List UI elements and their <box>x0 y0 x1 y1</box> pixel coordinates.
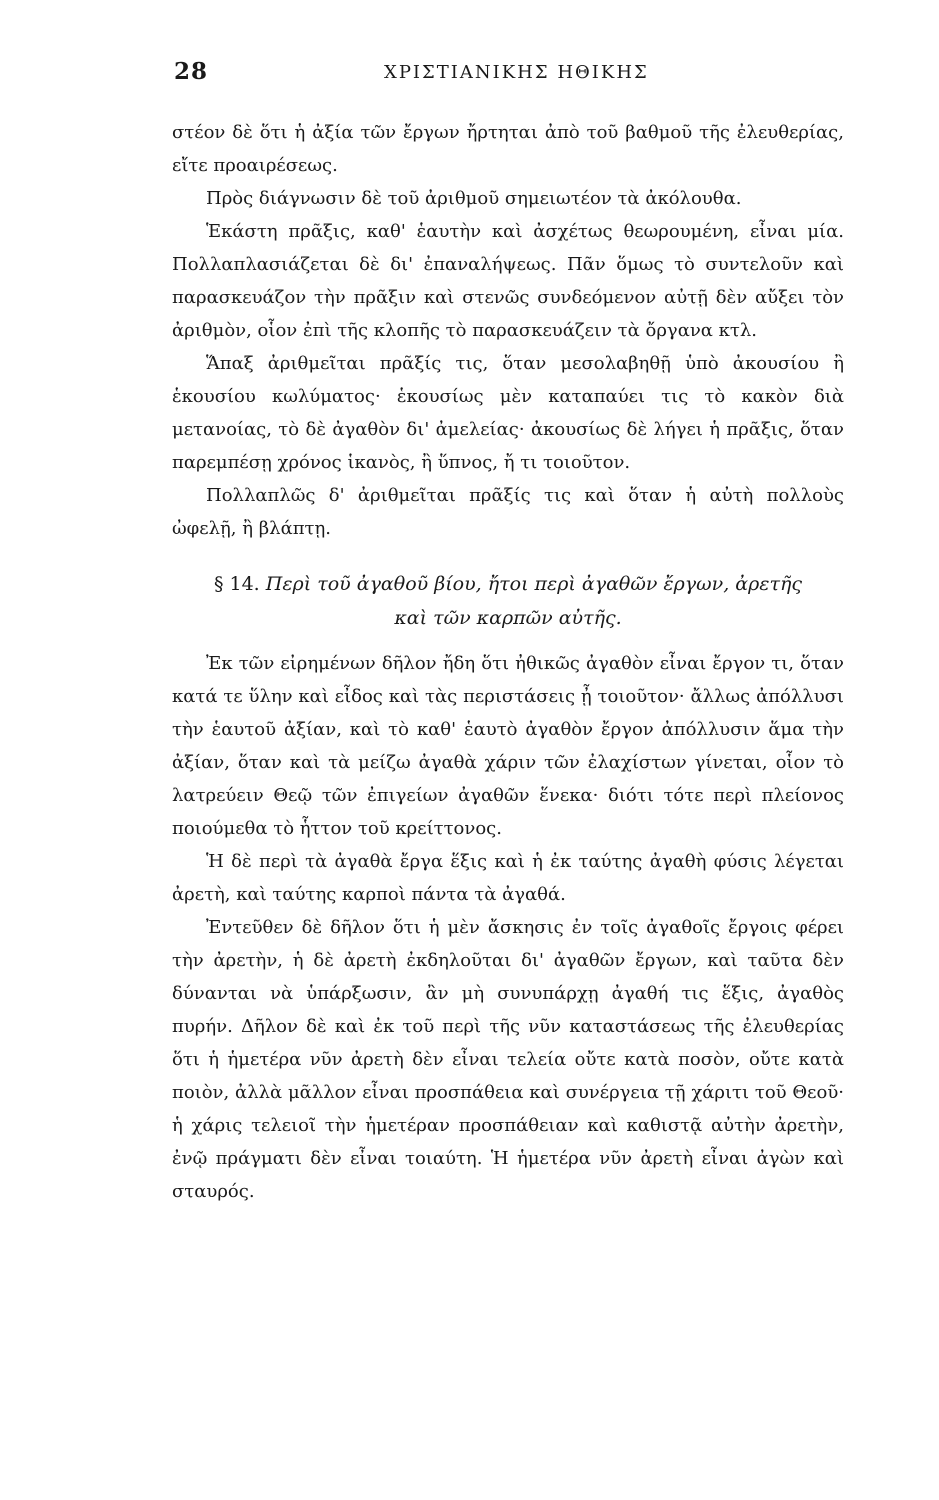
page-number: 28 <box>174 58 209 85</box>
body-text <box>172 116 844 1208</box>
paragraph: Πολλαπλῶς δ' ἀριθμεῖται πρᾶξίς τις καὶ ὅταν ἡ αὐτὴ πολλοὺς ὠφελῇ, ἢ βλάπτῃ. <box>172 485 844 539</box>
running-head <box>174 58 834 90</box>
paragraph: Ἅπαξ ἀριθμεῖται πρᾶξίς τις, ὅταν μεσολαβηθῇ ὑπὸ ἀκουσίου ἢ ἑκουσίου κωλύματος· ἑκουσίως μὲν καταπαύει τις τὸ κακὸν διὰ μετανοίας, τὸ δὲ ἀγαθὸν δι' ἀμελείας· ἀκουσίως δὲ λήγει ἡ πρᾶξις, ὅταν παρεμπέσῃ χρόνος ἱκανὸς, ἢ ὕπνος, ἤ τι τοιοῦτον. <box>172 353 844 473</box>
section-heading <box>172 567 844 635</box>
paragraph: Ἐκ τῶν εἰρημένων δῆλον ἤδη ὅτι ἠθικῶς ἀγαθὸν εἶναι ἔργον τι, ὅταν κατά τε ὕλην καὶ εἶδος καὶ τὰς περιστάσεις ᾖ τοιοῦτον· ἄλλως ἀπόλλυσι τὴν ἑαυτοῦ ἀξίαν, καὶ τὸ καθ' ἑαυτὸ ἀγαθὸν ἔργον ἀπόλλυσιν ἅμα τὴν ἀξίαν, ὅταν καὶ τὰ μείζω ἀγαθὰ χάριν τῶν ἐλαχίστων γίνεται, οἷον τὸ λατρεύειν Θεῷ τῶν ἐπιγείων ἀγαθῶν ἕνεκα· διότι τότε περὶ πλείονος ποιούμεθα τὸ ἧττον τοῦ κρείττονος. <box>172 653 844 839</box>
paragraph-continuation: στέον δὲ ὅτι ἡ ἀξία τῶν ἔργων ἤρτηται ἀπὸ τοῦ βαθμοῦ τῆς ἐλευθερίας, εἴτε προαιρέσεως. <box>172 122 844 176</box>
paragraph: Ἡ δὲ περὶ τὰ ἀγαθὰ ἔργα ἕξις καὶ ἡ ἐκ ταύτης ἀγαθὴ φύσις λέγεται ἀρετὴ, καὶ ταύτης καρποὶ πάντα τὰ ἀγαθά. <box>172 851 844 905</box>
running-title: ΧΡΙΣΤΙΑΝΙΚΗΣ ΗΘΙΚΗΣ <box>384 62 649 83</box>
paragraph: Πρὸς διάγνωσιν δὲ τοῦ ἀριθμοῦ σημειωτέον τὰ ἀκόλουθα. <box>206 188 742 209</box>
paragraph: Ἑκάστη πρᾶξις, καθ' ἑαυτὴν καὶ ἀσχέτως θεωρουμένη, εἶναι μία. Πολλαπλασιάζεται δὲ δι' ἐπαναλήψεως. Πᾶν ὅμως τὸ συντελοῦν καὶ παρασκευάζον τὴν πρᾶξιν καὶ στενῶς συνδεόμενον αὐτῇ δὲν αὔξει τὸν ἀριθμὸν, οἷον ἐπὶ τῆς κλοπῆς τὸ παρασκευάζειν τὰ ὄργανα κτλ. <box>172 221 844 341</box>
section-title: Περὶ τοῦ ἀγαθοῦ βίου, ἤτοι περὶ ἀγαθῶν ἔργων, ἀρετῆς καὶ τῶν καρπῶν αὐτῆς. <box>265 573 803 629</box>
section-number: § 14. <box>213 573 260 595</box>
paragraph: Ἐντεῦθεν δὲ δῆλον ὅτι ἡ μὲν ἄσκησις ἐν τοῖς ἀγαθοῖς ἔργοις φέρει τὴν ἀρετὴν, ἡ δὲ ἀρετὴ ἐκδηλοῦται δι' ἀγαθῶν ἔργων, καὶ ταῦτα δὲν δύνανται νὰ ὑπάρξωσιν, ἂν μὴ συνυπάρχῃ ἀγαθή τις ἕξις, ἀγαθὸς πυρήν. Δῆλον δὲ καὶ ἐκ τοῦ περὶ τῆς νῦν καταστάσεως τῆς ἐλευθερίας ὅτι ἡ ἡμετέρα νῦν ἀρετὴ δὲν εἶναι τελεία οὔτε κατὰ ποσὸν, οὔτε κατὰ ποιὸν, ἀλλὰ μᾶλλον εἶναι προσπάθεια καὶ συνέργεια τῇ χάριτι τοῦ Θεοῦ· ἡ χάρις τελειοῖ τὴν ἡμετέραν προσπάθειαν καὶ καθιστᾷ αὐτὴν ἀρετὴν, ἐνῷ πράγματι δὲν εἶναι τοιαύτη. Ἡ ἡμετέρα νῦν ἀρετὴ εἶναι ἀγὼν καὶ σταυρός. <box>172 917 844 1202</box>
